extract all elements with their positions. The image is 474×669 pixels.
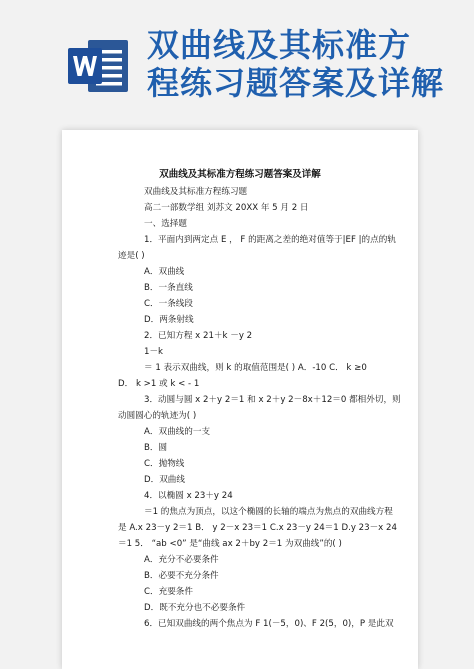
doc-line: 4．以椭圆 x 23＋y 24 (144, 491, 233, 501)
doc-line: B．一条直线 (144, 283, 193, 293)
doc-line: ＝ 1 表示双曲线，则 k 的取值范围是( ) A．-10 C． k ≥0 (144, 363, 367, 373)
doc-line: D．既不充分也不必要条件 (144, 603, 246, 613)
doc-line: D．双曲线 (144, 475, 185, 485)
doc-line: A．双曲线 (144, 267, 185, 277)
banner-title-line2: 程练习题答案及详解 (147, 64, 445, 102)
banner-title-line1: 双曲线及其标准方 (147, 26, 412, 64)
doc-line: C．抛物线 (144, 459, 185, 469)
doc-line: 高二一部数学组 刘苏文 20XX 年 5 月 2 日 (144, 203, 309, 213)
word-document-icon (66, 34, 130, 98)
banner-title (147, 26, 467, 102)
doc-line: 双曲线及其标准方程练习题 (144, 187, 248, 197)
doc-line: C．一条线段 (144, 299, 193, 309)
doc-line: A．双曲线的一支 (144, 427, 211, 437)
doc-line: C．充要条件 (144, 587, 193, 597)
doc-line: ＝1 5． “ab <0” 是“曲线 ax 2＋by 2＝1 为双曲线”的( ) (118, 539, 342, 549)
doc-line: D．两条射线 (144, 315, 194, 325)
doc-line: A．充分不必要条件 (144, 555, 219, 565)
document-title: 双曲线及其标准方程练习题答案及详解 (159, 169, 321, 180)
doc-line: 1－k (144, 347, 164, 357)
doc-line: 3．动圆与圆 x 2＋y 2＝1 和 x 2＋y 2－8x＋12＝0 都相外切，则 (144, 395, 401, 405)
doc-line: 动圆圆心的轨迹为( ) (118, 411, 197, 421)
header-banner (0, 0, 474, 128)
doc-line: 迹是( ) (118, 251, 145, 261)
doc-line: 6．已知双曲线的两个焦点为 F 1(－5，0)、F 2(5，0)，P 是此双 (144, 619, 394, 629)
doc-line: D． k >1 或 k < - 1 (118, 379, 200, 389)
doc-line: 一、选择题 (144, 219, 187, 229)
doc-line: ＝1 的焦点为顶点，以这个椭圆的长轴的端点为焦点的双曲线方程 (144, 507, 393, 517)
document-page (62, 130, 418, 669)
doc-line: B．圆 (144, 443, 168, 453)
doc-line: B．必要不充分条件 (144, 571, 219, 581)
doc-line: 2．已知方程 x 21＋k －y 2 (144, 331, 253, 341)
doc-line: 1．平面内到两定点 E ， F 的距离之差的绝对值等于|EF |的点的轨 (144, 235, 396, 245)
doc-line: 是 A.x 23－y 2＝1 B． y 2－x 23＝1 C.x 23－y 24＝1 D.y 23－x 24 (118, 523, 397, 533)
